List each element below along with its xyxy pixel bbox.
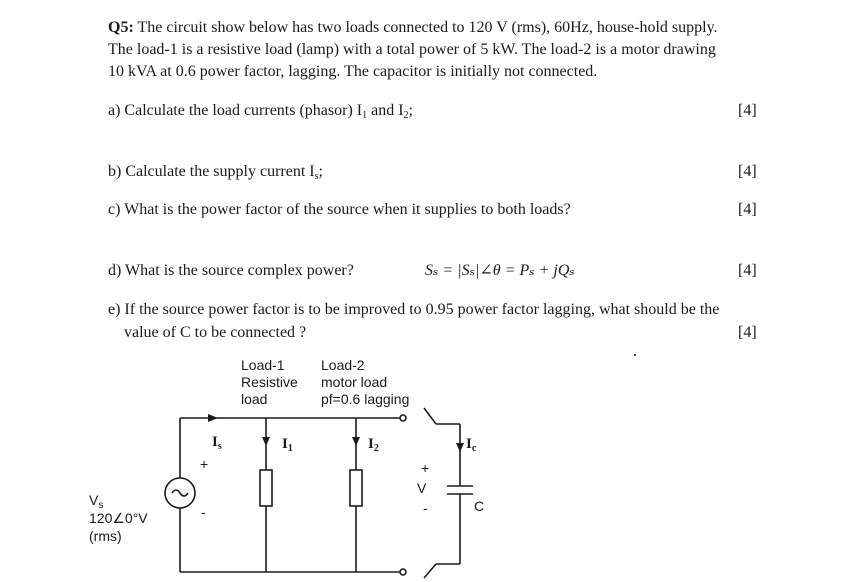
part-a-and: and I (367, 102, 404, 119)
is-label-sub: s (217, 441, 222, 452)
i1-label-sub: 1 (287, 443, 293, 454)
i1-label (282, 436, 293, 454)
part-c-text: c) What is the power factor of the source when it supplies to both loads? (108, 201, 571, 218)
cap-minus: - (423, 500, 428, 516)
load1-resistor (260, 470, 272, 506)
is-label (212, 434, 222, 452)
part-d-text: d) What is the source complex power? (108, 262, 354, 279)
is-arrow-icon (208, 414, 218, 422)
part-a-marks: [4] (738, 102, 757, 119)
switch-bottom (424, 564, 436, 578)
load2-label-2: motor load (321, 374, 388, 390)
load1-label-1: Load-1 (241, 357, 285, 373)
part-a-text: a) Calculate the load currents (phasor) I (108, 102, 363, 119)
part-b-marks: [4] (738, 163, 757, 180)
part-e-line-1: e) If the source power factor is to be improved to 0.95 power factor lagging, what should be the (108, 301, 720, 318)
question-line-2: The load-1 is a resistive load (lamp) with a total power of 5 kW. The load-2 is a motor drawing (108, 41, 716, 58)
i2-arrow-icon (352, 437, 360, 446)
part-b-text: b) Calculate the supply current I (108, 163, 315, 180)
i2-label (368, 436, 379, 454)
switch-top (424, 408, 436, 424)
i1-label-main: I (282, 436, 288, 452)
source-value: 120∠0°V (89, 510, 148, 526)
question-line-3: 10 kVA at 0.6 power factor, lagging. The capacitor is initially not connected. (108, 63, 598, 80)
ic-label-main: I (466, 436, 472, 452)
source-name-main: V (89, 492, 99, 508)
sine-wave-icon (172, 490, 188, 496)
source-rms: (rms) (89, 528, 122, 544)
load2-impedance (350, 470, 362, 506)
cap-plus: + (421, 460, 430, 476)
ic-arrow-icon (456, 443, 464, 452)
part-e-line-2: value of C to be connected ? (124, 324, 307, 341)
part-d-equation: Sₛ = |Sₛ|∠θ = Pₛ + jQₛ (425, 262, 575, 279)
part-a-end: ; (408, 102, 413, 119)
part-a-sub2: 2 (403, 110, 409, 121)
part-b-sub: s (314, 171, 319, 182)
source-plus: + (200, 456, 209, 472)
question-number: Q5: (108, 19, 134, 36)
source-name-sub: s (98, 500, 104, 511)
bottom-terminal (400, 569, 406, 575)
ic-label (466, 436, 476, 454)
source-minus: - (201, 504, 206, 520)
load1-label-2: Resistive (241, 374, 298, 390)
is-label-main: I (212, 434, 218, 450)
i2-label-main: I (368, 436, 374, 452)
part-b-end: ; (318, 163, 323, 180)
capacitor-label: C (474, 498, 485, 514)
load2-label-1: Load-2 (321, 357, 365, 373)
i1-arrow-icon (262, 437, 270, 446)
load2-label-3: pf=0.6 lagging (321, 391, 410, 407)
question-text-1: The circuit show below has two loads connected to 120 V (rms), 60Hz, house-hold supply. (137, 19, 718, 36)
i2-label-sub: 2 (373, 443, 379, 454)
ic-label-sub: c (471, 443, 477, 454)
load1-label-3: load (241, 391, 268, 407)
top-terminal (400, 415, 406, 421)
part-c-marks: [4] (738, 201, 757, 218)
part-a-sub1: 1 (362, 110, 368, 121)
stray-dot (634, 354, 636, 356)
part-d-marks: [4] (738, 262, 757, 279)
cap-voltage-label: V (417, 480, 427, 496)
part-e-marks: [4] (738, 324, 757, 341)
